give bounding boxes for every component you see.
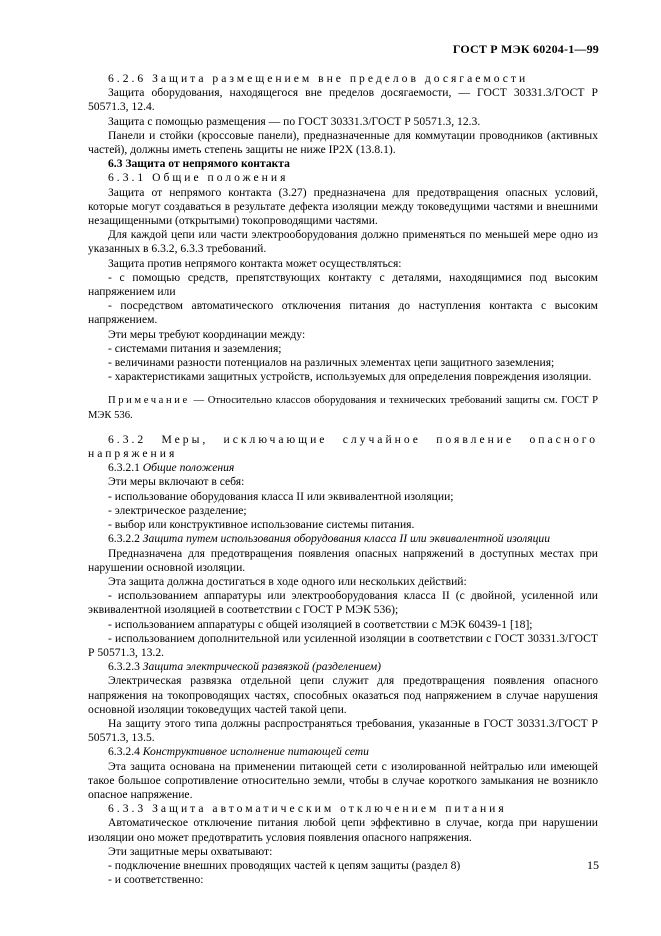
list-item: - величинами разности потенциалов на различных элементах цепи защитного заземления; [108, 356, 555, 370]
section-heading-6-3: 6.3 Защита от непрямого контакта [108, 157, 290, 171]
note-text: — Относительно классов оборудования и технических требований защиты см. ГОСТ Р МЭК 536. [88, 395, 598, 421]
paragraph: Электрическая развязка отдельной цепи служит для предотвращения появления опасного напряжения на токопроводящих частях, способных оказаться под напряжением в случае нарушения основной изоляции токоведущих частей такой цепи. [88, 674, 598, 716]
list-item: - характеристиками защитных устройств, используемых для определения повреждения изоляции. [108, 370, 592, 384]
subsection-number: 6.3.2.3 [108, 660, 143, 674]
list-item: - электрическое разделение; [108, 503, 247, 517]
subsection-number: 6.3.2.4 [108, 745, 143, 759]
paragraph: Эти меры требуют координации между: [108, 327, 306, 341]
paragraph: Эти меры включают в себя: [108, 475, 245, 489]
subsection-heading-6-3-2-4 [88, 745, 598, 759]
paragraph: Автоматическое отключение питания любой цепи эффективно в случае, когда при нарушении изоляции оно может предотвратить условия появления опасного напряжения. [88, 816, 598, 844]
list-item: - и соответственно: [108, 873, 204, 887]
subsection-number: 6.3.2.1 [108, 461, 143, 475]
section-heading-6-2-6: 6.2.6 Защита размещением вне пределов досягаемости [108, 72, 529, 85]
page-number: 15 [587, 858, 599, 872]
paragraph: Эти защитные меры охватывают: [108, 844, 273, 858]
paragraph: Панели и стойки (кроссовые панели), предназначенные для коммутации проводников (активных частей), должны иметь степень защиты не ниже IP2X (13.8.1). [88, 128, 598, 157]
note [88, 394, 598, 422]
subsection-title: Защита электрической развязкой (разделением) [142, 660, 381, 674]
section-heading-6-3-1: 6.3.1 Общие положения [108, 171, 289, 185]
paragraph: Защита против непрямого контакта может осуществляться: [108, 256, 402, 270]
list-item: - подключение внешних проводящих частей к цепям защиты (раздел 8) [108, 858, 461, 872]
paragraph: Эта защита должна достигаться в ходе одного или нескольких действий: [108, 574, 467, 588]
section-heading-6-3-2: 6.3.2 Меры, исключающие случайное появление опасного напряжения [88, 432, 598, 461]
list-item: - использованием дополнительной или усиленной изоляции в соответствии с ГОСТ 30331.3/ГОСТ Р 50571.3, 13.2. [88, 631, 598, 659]
subsection-title: Общие положения [142, 461, 235, 475]
paragraph: Предназначена для предотвращения появления опасных напряжений в доступных местах при нарушении основной изоляции. [88, 546, 598, 574]
subsection-title: Защита путем использования оборудования класса II или эквивалентной изоляции [142, 532, 550, 546]
paragraph: Для каждой цепи или части электрооборудования должно применяться по меньшей мере одно из указанных в 6.3.2, 6.3.3 требований. [88, 228, 598, 256]
list-item: - посредством автоматического отключения питания до наступления контакта с высоким напряжением. [88, 299, 598, 327]
list-item: - использование оборудования класса II или эквивалентной изоляции; [108, 489, 454, 503]
subsection-number: 6.3.2.2 [108, 532, 143, 546]
list-item: - системами питания и заземления; [108, 341, 282, 355]
paragraph: Эта защита основана на применении питающей сети с изолированной нейтралью или имеющей такое большое сопротивление относительно земли, чтобы в случае короткого замыкания не возникло опасное напряжение. [88, 759, 598, 801]
subsection-heading-6-3-2-3 [88, 660, 598, 674]
list-item: - с помощью средств, препятствующих контакту с деталями, находящимися под высоким напряжением или [88, 270, 598, 299]
list-item: - использованием аппаратуры или электрооборудования класса II (с двойной, усиленной или эквивалентной изоляцией в соответствии с ГОСТ Р МЭК 536); [88, 589, 598, 617]
list-item: - выбор или конструктивное использование системы питания. [108, 518, 415, 532]
document-body [88, 72, 598, 887]
note-label: Примечание [108, 395, 190, 407]
subsection-title: Конструктивное исполнение питающей сети [142, 745, 369, 759]
subsection-heading-6-3-2-2 [88, 532, 598, 546]
paragraph: Защита с помощью размещения — по ГОСТ 30331.3/ГОСТ Р 50571.3, 12.3. [108, 114, 481, 128]
section-heading-6-3-3: 6.3.3 Защита автоматическим отключением питания [108, 802, 507, 816]
paragraph: На защиту этого типа должны распространяться требования, указанные в ГОСТ 30331.3/ГОСТ Р 50571.3, 13.5. [88, 716, 598, 745]
list-item: - использованием аппаратуры с общей изоляцией в соответствии с МЭК 60439-1 [18]; [108, 617, 533, 631]
paragraph: Защита от непрямого контакта (3.27) предназначена для предотвращения опасных условий, которые могут создаваться в результате дефекта изоляции между токоведущими частями и внешними незащищенными (открытыми) токопроводящими частями. [88, 185, 598, 228]
page-header-standard-code: ГОСТ Р МЭК 60204-1—99 [452, 42, 599, 56]
subsection-heading-6-3-2-1 [88, 461, 598, 475]
paragraph: Защита оборудования, находящегося вне пределов досягаемости, — ГОСТ 30331.3/ГОСТ Р 50571.3, 12.4. [88, 86, 598, 114]
